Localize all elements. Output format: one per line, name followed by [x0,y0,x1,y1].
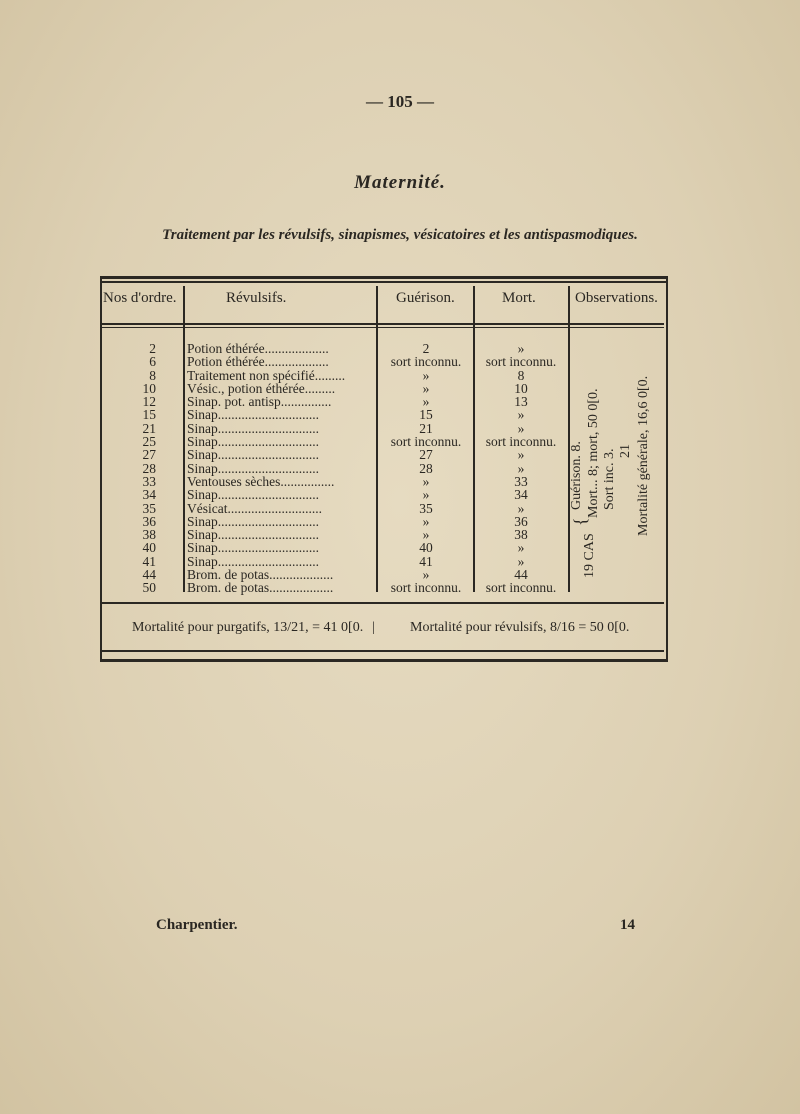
header-mort: Mort. [502,290,536,306]
obs-sort: Sort inc. 3. [602,448,617,510]
cell-guerison: 35 [419,500,433,516]
cell-guerison: » [422,513,430,529]
cell-revulsif: Sinap.............................. [187,527,320,543]
obs-mort: Mort... 8; mort, 50 0[0. [586,388,601,518]
cell-guerison: 21 [419,420,433,436]
cell-revulsif: Sinap.............................. [187,540,320,556]
cell-mort: » [517,420,525,436]
header-observations: Observations. [575,290,658,306]
col-sep-2 [376,286,378,592]
obs-fraction: 21 [618,444,633,458]
signature-number: 14 [620,917,635,933]
cell-num: 21 [142,420,156,436]
cell-guerison: sort inconnu. [390,580,462,596]
cell-revulsif: Vésicat............................ [187,500,322,516]
header-num: Nos d'ordre. [103,290,177,306]
cell-guerison: 2 [422,341,430,356]
cell-mort: 44 [514,567,528,583]
col-sep-4 [568,286,570,592]
col-sep-3 [473,286,475,592]
cell-guerison: » [422,394,430,410]
cell-mort: 38 [514,527,528,543]
cell-revulsif: Potion éthérée................... [187,342,329,356]
footer-separator: | [372,620,375,635]
cell-mort: » [517,553,525,569]
cell-revulsif: Sinap. pot. antisp............... [187,394,332,410]
header-rule-2 [100,327,664,328]
cell-mort: 34 [514,487,528,503]
page-subtitle: Traitement par les révulsifs, sinapismes, vésicatoires et les antispasmodiques. [162,227,638,243]
table-top-rule [100,281,668,283]
cell-num: 2 [149,341,156,356]
cell-guerison: » [422,367,430,383]
cell-guerison: sort inconnu. [390,434,462,450]
cell-mort: » [517,407,525,423]
cell-revulsif: Brom. de potas................... [187,580,334,595]
obs-cas: 19 CAS [582,533,597,578]
footer-purgatifs: Mortalité pour purgatifs, 13/21, = 41 0[0. [132,620,364,635]
column-guerison [380,342,472,595]
cell-mort: 10 [514,380,528,396]
cell-num: 50 [142,580,156,596]
cell-mort: » [517,341,525,356]
cell-revulsif: Traitement non spécifié......... [187,367,346,383]
cell-revulsif: Sinap.............................. [187,487,320,503]
cell-mort: 8 [517,367,525,383]
cell-num: 6 [149,354,156,370]
obs-generale: Mortalité générale, 16,6 0[0. [636,375,651,536]
cell-revulsif: Ventouses sèches................ [187,473,335,489]
cell-revulsif: Sinap.............................. [187,420,320,436]
cell-guerison: 27 [419,447,433,463]
cell-mort: 36 [514,513,528,529]
page-title: Maternité. [354,172,446,193]
cell-mort: » [517,540,525,556]
cell-guerison: 15 [419,407,433,423]
body-bottom-rule [100,602,664,604]
column-num [106,342,156,595]
cell-num: 38 [142,527,156,543]
cell-guerison: 28 [419,460,433,476]
header-rule [100,323,664,325]
cell-guerison: sort inconnu. [390,354,462,370]
column-mort [477,342,565,595]
obs-guerison: Guérison. 8. [569,441,584,510]
cell-mort: » [517,500,525,516]
cell-revulsif: Sinap.............................. [187,553,320,569]
header-guerison: Guérison. [396,290,455,306]
cell-guerison: 41 [419,553,433,569]
cell-num: 34 [142,487,156,503]
cell-num: 36 [142,513,156,529]
brace-icon: { [570,517,590,526]
cell-revulsif: Sinap.............................. [187,434,320,450]
header-revulsifs: Révulsifs. [226,290,287,306]
cell-guerison: 40 [419,540,433,556]
cell-guerison: » [422,567,430,583]
cell-mort: 33 [514,473,528,489]
cell-guerison: » [422,473,430,489]
page-number: — 105 — [366,92,434,111]
cell-num: 33 [142,473,156,489]
cell-revulsif: Sinap.............................. [187,447,320,463]
printer-signature: Charpentier. [156,917,238,933]
cell-revulsif: Brom. de potas................... [187,567,334,583]
cell-revulsif: Potion éthérée................... [187,354,329,370]
cell-num: 41 [142,553,156,569]
cell-num: 28 [142,460,156,476]
column-revulsifs [187,342,375,595]
cell-revulsif: Sinap.............................. [187,407,320,423]
footer-revulsifs: Mortalité pour révulsifs, 8/16 = 50 0[0. [410,620,630,635]
cell-num: 40 [142,540,156,556]
cell-num: 15 [142,407,156,423]
footer-rule [100,650,664,652]
cell-revulsif: Vésic., potion éthérée......... [187,380,336,396]
cell-mort: sort inconnu. [485,434,557,450]
cell-guerison: » [422,527,430,543]
cell-mort: » [517,447,525,463]
cell-num: 10 [142,380,156,396]
cell-num: 44 [142,567,156,583]
cell-num: 12 [142,394,156,410]
cell-num: 8 [149,367,156,383]
cell-guerison: » [422,380,430,396]
cell-num: 25 [142,434,156,450]
col-sep-1 [183,286,185,592]
cell-guerison: » [422,487,430,503]
cell-num: 27 [142,447,156,463]
cell-mort: » [517,460,525,476]
cell-num: 35 [142,500,156,516]
cell-mort: sort inconnu. [485,354,557,370]
cell-mort: 13 [514,394,528,410]
cell-mort: sort inconnu. [485,580,557,596]
cell-revulsif: Sinap.............................. [187,513,320,529]
cell-revulsif: Sinap.............................. [187,460,320,476]
